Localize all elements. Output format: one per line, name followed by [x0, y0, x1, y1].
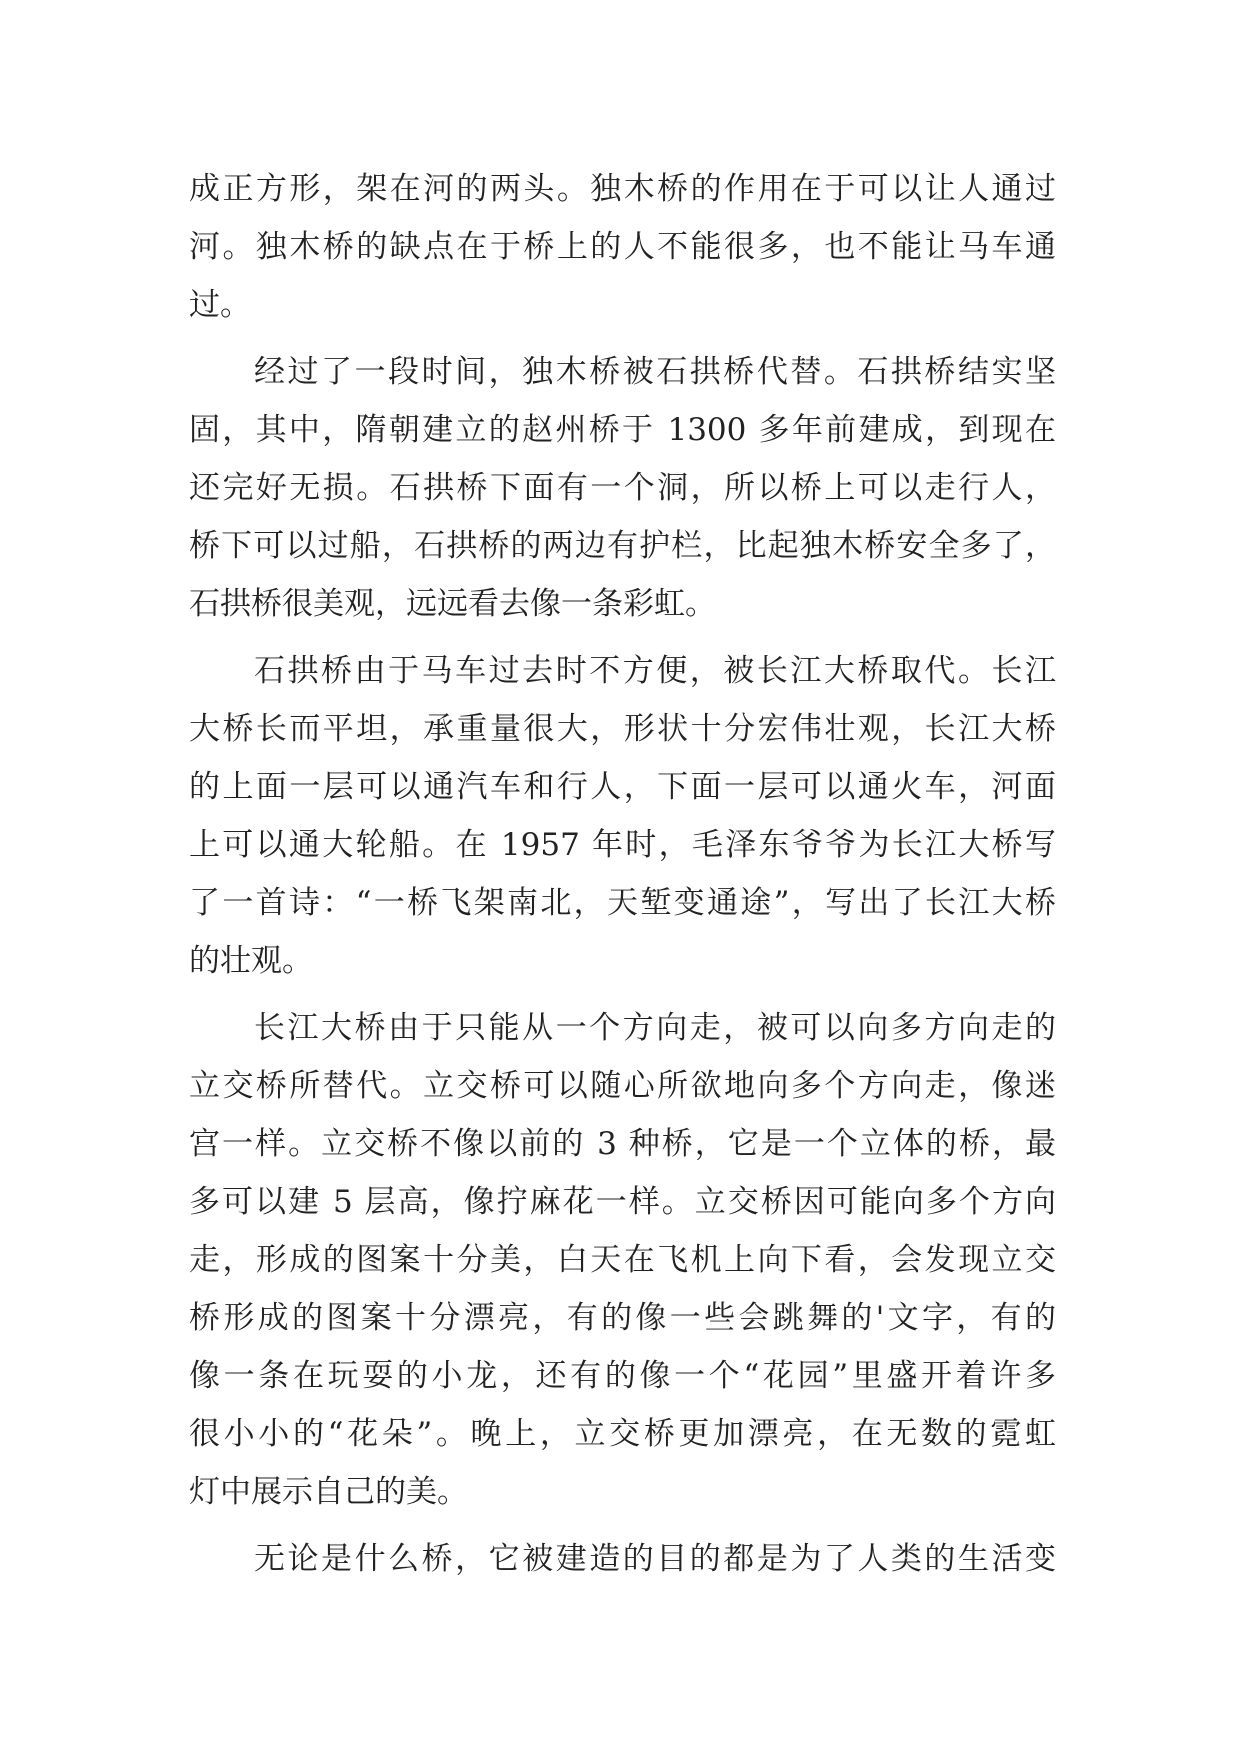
text-line: 长江大桥由于只能从一个方向走，被可以向多方向走的: [254, 1010, 1056, 1046]
document-body: [189, 160, 1056, 1588]
paragraph: [189, 1530, 1056, 1588]
text-line: 了一首诗：“一桥飞架南北，天堑变通途”，写出了长江大桥: [189, 885, 1056, 921]
text-line: 无论是什么桥，它被建造的目的都是为了人类的生活变: [254, 1541, 1056, 1577]
text-line: 桥下可以过船，石拱桥的两边有护栏，比起独木桥安全多了，: [189, 528, 1056, 564]
text-line: 大桥长而平坦，承重量很大，形状十分宏伟壮观，长江大桥: [189, 711, 1056, 747]
text-line: 的上面一层可以通汽车和行人，下面一层可以通火车，河面: [189, 769, 1056, 805]
text-line: 灯中展示自己的美。: [189, 1474, 468, 1510]
text-line: 多可以建 5 层高，像拧麻花一样。立交桥因可能向多个方向: [189, 1184, 1056, 1220]
text-line: 像一条在玩耍的小龙，还有的像一个“花园”里盛开着许多: [189, 1358, 1056, 1394]
text-line: 上可以通大轮船。在 1957 年时，毛泽东爷爷为长江大桥写: [189, 827, 1056, 863]
text-line: 经过了一段时间，独木桥被石拱桥代替。石拱桥结实坚: [254, 354, 1056, 390]
text-line: 成正方形，架在河的两头。独木桥的作用在于可以让人通过: [189, 171, 1056, 207]
paragraph: [189, 642, 1056, 990]
text-line: 立交桥所替代。立交桥可以随心所欲地向多个方向走，像迷: [189, 1068, 1056, 1104]
paragraph: [189, 999, 1056, 1521]
text-line: 河。独木桥的缺点在于桥上的人不能很多，也不能让马车通: [189, 229, 1056, 265]
text-line: 固，其中，隋朝建立的赵州桥于 1300 多年前建成，到现在: [189, 412, 1056, 448]
paragraph: [189, 160, 1056, 334]
text-line: 石拱桥很美观，远远看去像一条彩虹。: [189, 586, 716, 622]
text-line: 还完好无损。石拱桥下面有一个洞，所以桥上可以走行人，: [189, 470, 1056, 506]
text-line: 石拱桥由于马车过去时不方便，被长江大桥取代。长江: [254, 653, 1056, 689]
text-line: 桥形成的图案十分漂亮，有的像一些会跳舞的'文字，有的: [189, 1300, 1056, 1336]
text-line: 走，形成的图案十分美，白天在飞机上向下看，会发现立交: [189, 1242, 1056, 1278]
text-line: 过。: [189, 287, 251, 323]
paragraph: [189, 343, 1056, 633]
text-line: 很小小的“花朵”。晚上，立交桥更加漂亮，在无数的霓虹: [189, 1416, 1056, 1452]
text-line: 的壮观。: [189, 943, 313, 979]
text-line: 宫一样。立交桥不像以前的 3 种桥，它是一个立体的桥，最: [189, 1126, 1056, 1162]
